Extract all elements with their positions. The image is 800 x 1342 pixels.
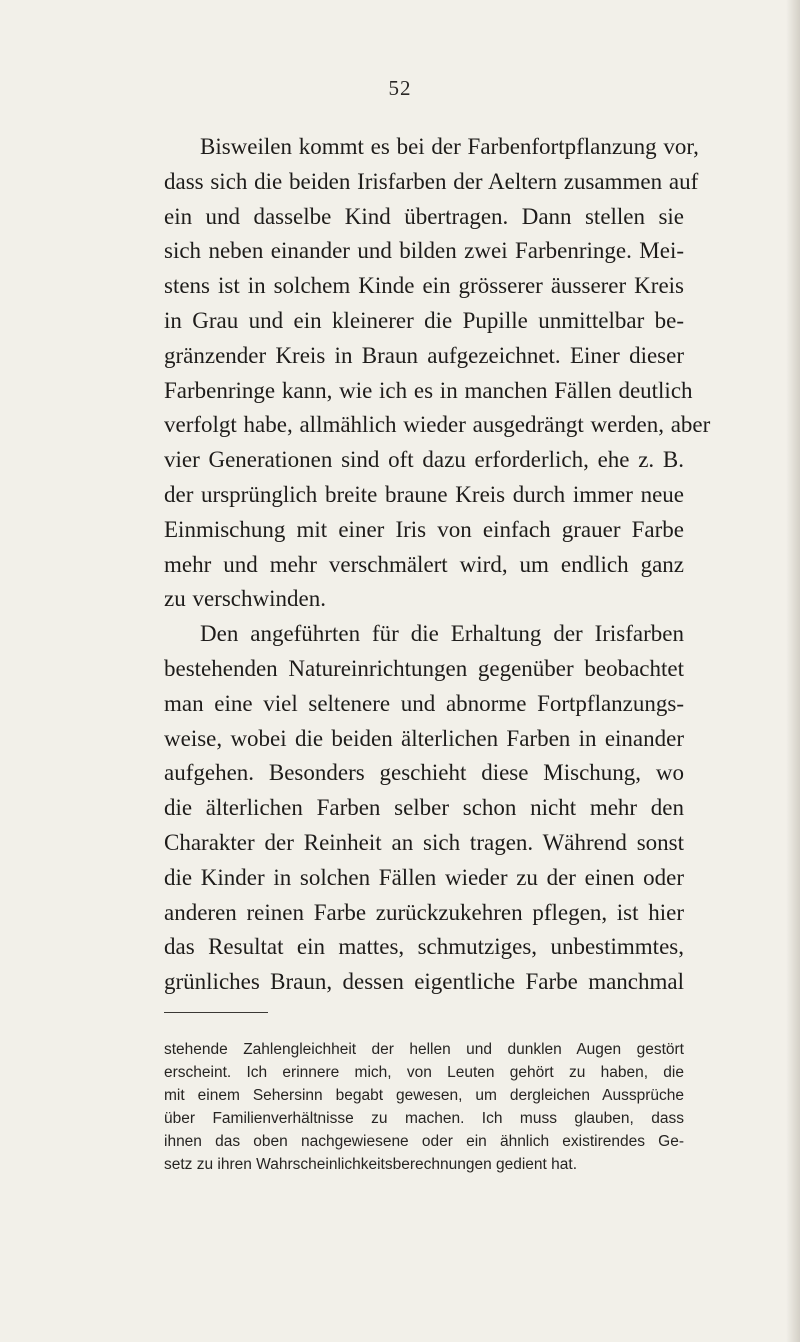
text-line: zu verschwinden. <box>164 586 326 612</box>
text-line: das Resultat ein mattes, schmutziges, unbestimmtes, <box>164 934 684 960</box>
text-line: mehr und mehr verschmälert wird, um endlich ganz <box>164 551 684 577</box>
footnote-divider <box>164 1012 268 1013</box>
footnote-line: erscheint. Ich erinnere mich, von Leuten gehört zu haben, die <box>164 1064 684 1081</box>
text-line: stens ist in solchem Kinde ein grösserer äusserer Kreis <box>164 273 684 299</box>
text-line: der ursprünglich breite braune Kreis durch immer neue <box>164 481 684 507</box>
text-line: ein und dasselbe Kind übertragen. Dann stellen sie <box>164 203 684 229</box>
text-line: in Grau und ein kleinerer die Pupille unmittelbar be- <box>164 307 684 333</box>
footnote-line: setz zu ihren Wahrscheinlichkeitsberechnungen gedient hat. <box>164 1156 578 1173</box>
page-edge-shadow <box>786 0 800 1342</box>
text-line: Charakter der Reinheit an sich tragen. Während sonst <box>164 829 684 855</box>
text-line: vier Generationen sind oft dazu erforderlich, ehe z. B. <box>164 447 684 473</box>
footnote-line: stehende Zahlengleichheit der hellen und dunklen Augen gestört <box>164 1041 684 1058</box>
text-line: verfolgt habe, allmählich wieder ausgedrängt werden, aber <box>164 412 711 438</box>
text-line: bestehenden Natureinrichtungen gegenüber beobachtet <box>164 655 684 681</box>
text-line: die Kinder in solchen Fällen wieder zu der einen oder <box>164 864 684 890</box>
text-line: anderen reinen Farbe zurückzukehren pflegen, ist hier <box>164 899 684 925</box>
text-line: Bisweilen kommt es bei der Farbenfortpflanzung vor, <box>200 134 699 159</box>
text-line: Den angeführten für die Erhaltung der Irisfarben <box>200 621 684 647</box>
footnote-line: mit einem Sehersinn begabt gewesen, um dergleichen Aussprüche <box>164 1087 684 1104</box>
text-line: die älterlichen Farben selber schon nicht mehr den <box>164 795 684 821</box>
text-line: Farbenringe kann, wie ich es in manchen Fällen deutlich <box>164 377 693 403</box>
text-line: aufgehen. Besonders geschieht diese Mischung, wo <box>164 760 684 786</box>
text-line: sich neben einander und bilden zwei Farbenringe. Mei- <box>164 238 684 264</box>
text-line: man eine viel seltenere und abnorme Fortpflanzungs- <box>164 690 684 716</box>
footnote <box>164 1038 684 1176</box>
text-line: grünliches Braun, dessen eigentliche Farbe manchmal <box>164 969 684 995</box>
text-line: gränzender Kreis in Braun aufgezeichnet. Einer dieser <box>164 342 684 368</box>
footnote-line: ihnen das oben nachgewiesene oder ein ähnlich existirendes Ge- <box>164 1133 684 1150</box>
text-line: Einmischung mit einer Iris von einfach grauer Farbe <box>164 516 684 542</box>
page-number: 52 <box>388 76 412 100</box>
footnote-line: über Familienverhältnisse zu machen. Ich muss glauben, dass <box>164 1110 684 1127</box>
text-line: dass sich die beiden Irisfarben der Aeltern zusammen auf <box>164 168 699 194</box>
text-line: weise, wobei die beiden älterlichen Farben in einander <box>164 725 684 751</box>
main-text <box>164 130 711 1000</box>
